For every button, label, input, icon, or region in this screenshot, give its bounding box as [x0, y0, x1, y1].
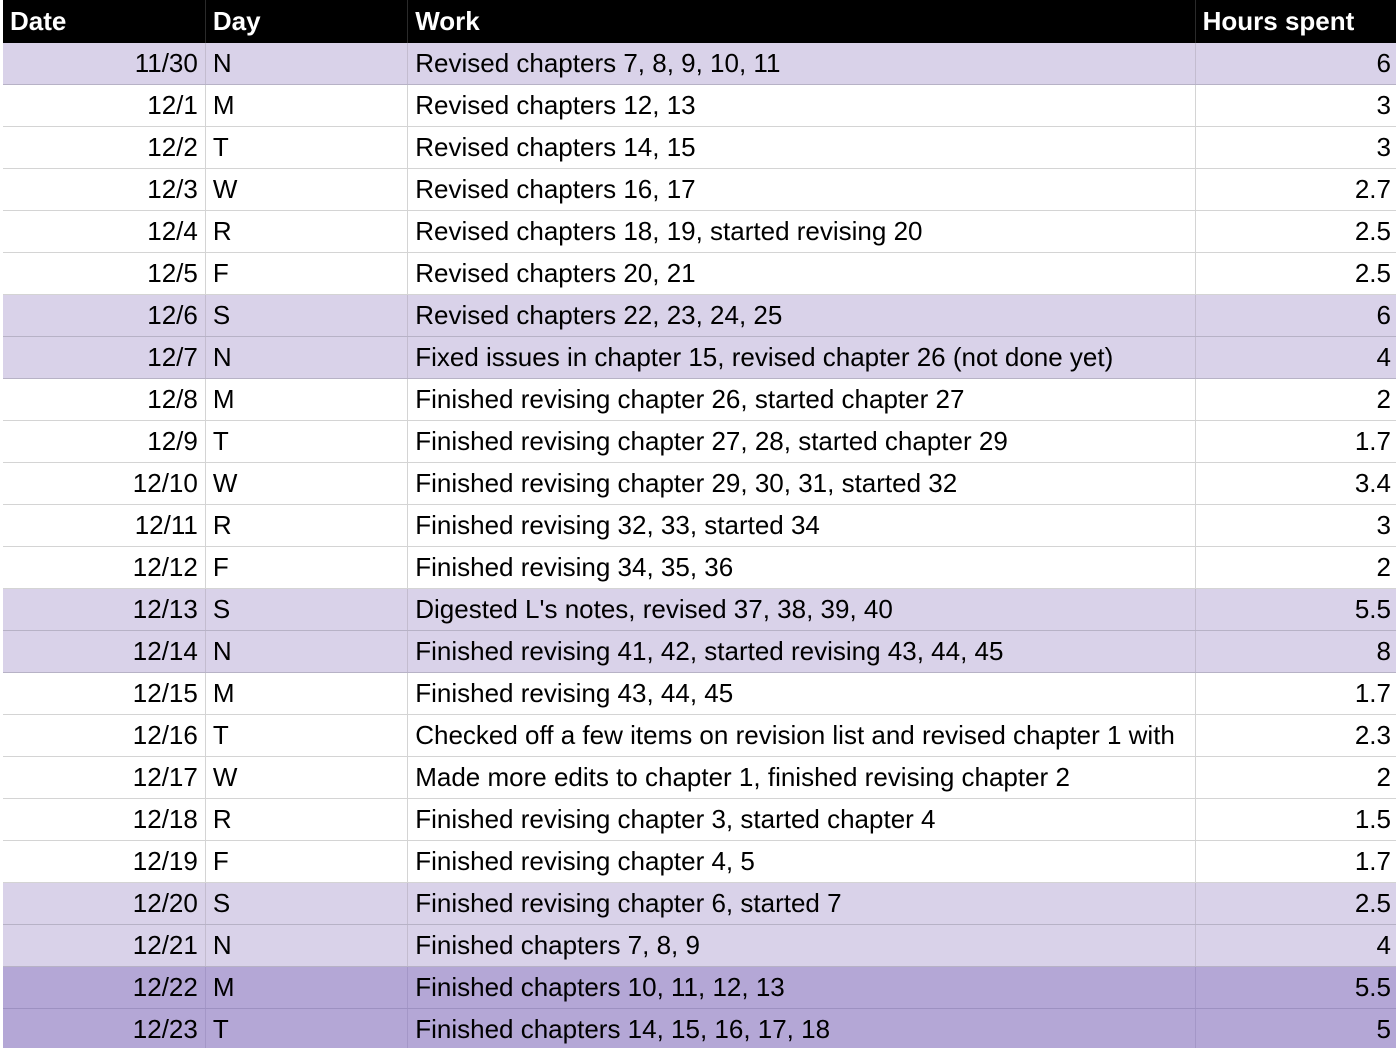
- hours-cell[interactable]: 1.5: [1195, 799, 1396, 841]
- table-row: [3, 589, 1396, 631]
- work-cell[interactable]: Finished revising 41, 42, started revising 43, 44, 45: [408, 631, 1195, 673]
- day-cell[interactable]: F: [205, 841, 407, 883]
- day-cell[interactable]: S: [205, 883, 407, 925]
- hours-cell[interactable]: 2.5: [1195, 883, 1396, 925]
- hours-cell[interactable]: 3.4: [1195, 463, 1396, 505]
- hours-cell[interactable]: 2.5: [1195, 253, 1396, 295]
- hours-cell[interactable]: 8: [1195, 631, 1396, 673]
- table-row: [3, 883, 1396, 925]
- date-cell[interactable]: 12/23: [3, 1009, 205, 1048]
- day-cell[interactable]: N: [205, 337, 407, 379]
- table-row: [3, 631, 1396, 673]
- work-cell[interactable]: Finished revising chapter 29, 30, 31, started 32: [408, 463, 1195, 505]
- work-cell[interactable]: Finished revising chapter 26, started chapter 27: [408, 379, 1195, 421]
- date-cell[interactable]: 12/14: [3, 631, 205, 673]
- day-cell[interactable]: T: [205, 1009, 407, 1048]
- day-cell[interactable]: N: [205, 631, 407, 673]
- table-row: [3, 673, 1396, 715]
- date-cell[interactable]: 12/12: [3, 547, 205, 589]
- hours-cell[interactable]: 5: [1195, 1009, 1396, 1048]
- hours-cell[interactable]: 3: [1195, 505, 1396, 547]
- date-cell[interactable]: 12/19: [3, 841, 205, 883]
- work-cell[interactable]: Finished revising 32, 33, started 34: [408, 505, 1195, 547]
- table-row: [3, 967, 1396, 1009]
- day-cell[interactable]: T: [205, 127, 407, 169]
- day-cell[interactable]: R: [205, 505, 407, 547]
- header-row-group: [3, 0, 1396, 43]
- table-row: [3, 43, 1396, 85]
- work-cell[interactable]: Checked off a few items on revision list and revised chapter 1 with: [408, 715, 1195, 757]
- work-log-table: [3, 0, 1396, 1048]
- hours-cell[interactable]: 1.7: [1195, 673, 1396, 715]
- work-cell[interactable]: Finished revising chapter 6, started 7: [408, 883, 1195, 925]
- table-row: [3, 337, 1396, 379]
- day-cell[interactable]: S: [205, 295, 407, 337]
- work-cell[interactable]: Revised chapters 20, 21: [408, 253, 1195, 295]
- hours-cell[interactable]: 2: [1195, 547, 1396, 589]
- table-row: [3, 169, 1396, 211]
- hours-cell[interactable]: 5.5: [1195, 967, 1396, 1009]
- hours-cell[interactable]: 2: [1195, 757, 1396, 799]
- date-cell[interactable]: 12/5: [3, 253, 205, 295]
- work-cell[interactable]: Revised chapters 22, 23, 24, 25: [408, 295, 1195, 337]
- hours-cell[interactable]: 5.5: [1195, 589, 1396, 631]
- header-cell-day[interactable]: Day: [205, 0, 407, 43]
- date-cell[interactable]: 12/16: [3, 715, 205, 757]
- hours-cell[interactable]: 2.3: [1195, 715, 1396, 757]
- day-cell[interactable]: R: [205, 211, 407, 253]
- hours-cell[interactable]: 6: [1195, 43, 1396, 85]
- day-cell[interactable]: M: [205, 967, 407, 1009]
- table-row: [3, 799, 1396, 841]
- hours-cell[interactable]: 6: [1195, 295, 1396, 337]
- date-cell[interactable]: 12/4: [3, 211, 205, 253]
- work-cell[interactable]: Finished revising 34, 35, 36: [408, 547, 1195, 589]
- day-cell[interactable]: M: [205, 673, 407, 715]
- table-row: [3, 1009, 1396, 1048]
- work-cell[interactable]: Revised chapters 18, 19, started revising 20: [408, 211, 1195, 253]
- table-row: [3, 757, 1396, 799]
- hours-cell[interactable]: 4: [1195, 925, 1396, 967]
- day-cell[interactable]: F: [205, 547, 407, 589]
- work-cell[interactable]: Finished revising 43, 44, 45: [408, 673, 1195, 715]
- header-row: [3, 0, 1396, 43]
- hours-cell[interactable]: 1.7: [1195, 421, 1396, 463]
- work-cell[interactable]: Finished revising chapter 3, started chapter 4: [408, 799, 1195, 841]
- work-cell[interactable]: Finished chapters 14, 15, 16, 17, 18: [408, 1009, 1195, 1048]
- table-row: [3, 421, 1396, 463]
- work-cell[interactable]: Revised chapters 12, 13: [408, 85, 1195, 127]
- day-cell[interactable]: F: [205, 253, 407, 295]
- data-rows: [3, 43, 1396, 1048]
- table-row: [3, 925, 1396, 967]
- date-cell[interactable]: 12/15: [3, 673, 205, 715]
- date-cell[interactable]: 12/6: [3, 295, 205, 337]
- day-cell[interactable]: W: [205, 169, 407, 211]
- date-cell[interactable]: 12/7: [3, 337, 205, 379]
- hours-cell[interactable]: 2.5: [1195, 211, 1396, 253]
- date-cell[interactable]: 12/1: [3, 85, 205, 127]
- day-cell[interactable]: T: [205, 715, 407, 757]
- day-cell[interactable]: M: [205, 85, 407, 127]
- header-cell-hours[interactable]: Hours spent: [1195, 0, 1396, 43]
- hours-cell[interactable]: 1.7: [1195, 841, 1396, 883]
- date-cell[interactable]: 12/10: [3, 463, 205, 505]
- hours-cell[interactable]: 4: [1195, 337, 1396, 379]
- date-cell[interactable]: 12/22: [3, 967, 205, 1009]
- table-row: [3, 505, 1396, 547]
- date-cell[interactable]: 12/13: [3, 589, 205, 631]
- table-row: [3, 295, 1396, 337]
- day-cell[interactable]: R: [205, 799, 407, 841]
- work-cell[interactable]: Finished revising chapter 4, 5: [408, 841, 1195, 883]
- work-cell[interactable]: Made more edits to chapter 1, finished revising chapter 2: [408, 757, 1195, 799]
- date-cell[interactable]: 12/9: [3, 421, 205, 463]
- work-cell[interactable]: Revised chapters 16, 17: [408, 169, 1195, 211]
- date-cell[interactable]: 12/11: [3, 505, 205, 547]
- day-cell[interactable]: M: [205, 379, 407, 421]
- hours-cell[interactable]: 3: [1195, 85, 1396, 127]
- table-row: [3, 715, 1396, 757]
- date-cell[interactable]: 12/8: [3, 379, 205, 421]
- day-cell[interactable]: N: [205, 43, 407, 85]
- table-row: [3, 547, 1396, 589]
- date-cell[interactable]: 11/30: [3, 43, 205, 85]
- date-cell[interactable]: 12/3: [3, 169, 205, 211]
- date-cell[interactable]: 12/21: [3, 925, 205, 967]
- date-cell[interactable]: 12/20: [3, 883, 205, 925]
- day-cell[interactable]: W: [205, 757, 407, 799]
- day-cell[interactable]: N: [205, 925, 407, 967]
- table-row: [3, 463, 1396, 505]
- work-cell[interactable]: Finished chapters 7, 8, 9: [408, 925, 1195, 967]
- day-cell[interactable]: W: [205, 463, 407, 505]
- work-cell[interactable]: Finished revising chapter 27, 28, started chapter 29: [408, 421, 1195, 463]
- hours-cell[interactable]: 3: [1195, 127, 1396, 169]
- day-cell[interactable]: S: [205, 589, 407, 631]
- work-cell[interactable]: Fixed issues in chapter 15, revised chapter 26 (not done yet): [408, 337, 1195, 379]
- header-cell-date[interactable]: Date: [3, 0, 205, 43]
- header-cell-work[interactable]: Work: [408, 0, 1195, 43]
- work-cell[interactable]: Finished chapters 10, 11, 12, 13: [408, 967, 1195, 1009]
- table-row: [3, 379, 1396, 421]
- table-row: [3, 253, 1396, 295]
- work-cell[interactable]: Revised chapters 14, 15: [408, 127, 1195, 169]
- work-cell[interactable]: Digested L's notes, revised 37, 38, 39, 40: [408, 589, 1195, 631]
- table-row: [3, 127, 1396, 169]
- hours-cell[interactable]: 2: [1195, 379, 1396, 421]
- table-row: [3, 85, 1396, 127]
- date-cell[interactable]: 12/2: [3, 127, 205, 169]
- hours-cell[interactable]: 2.7: [1195, 169, 1396, 211]
- date-cell[interactable]: 12/18: [3, 799, 205, 841]
- day-cell[interactable]: T: [205, 421, 407, 463]
- table-row: [3, 211, 1396, 253]
- date-cell[interactable]: 12/17: [3, 757, 205, 799]
- table-row: [3, 841, 1396, 883]
- work-cell[interactable]: Revised chapters 7, 8, 9, 10, 11: [408, 43, 1195, 85]
